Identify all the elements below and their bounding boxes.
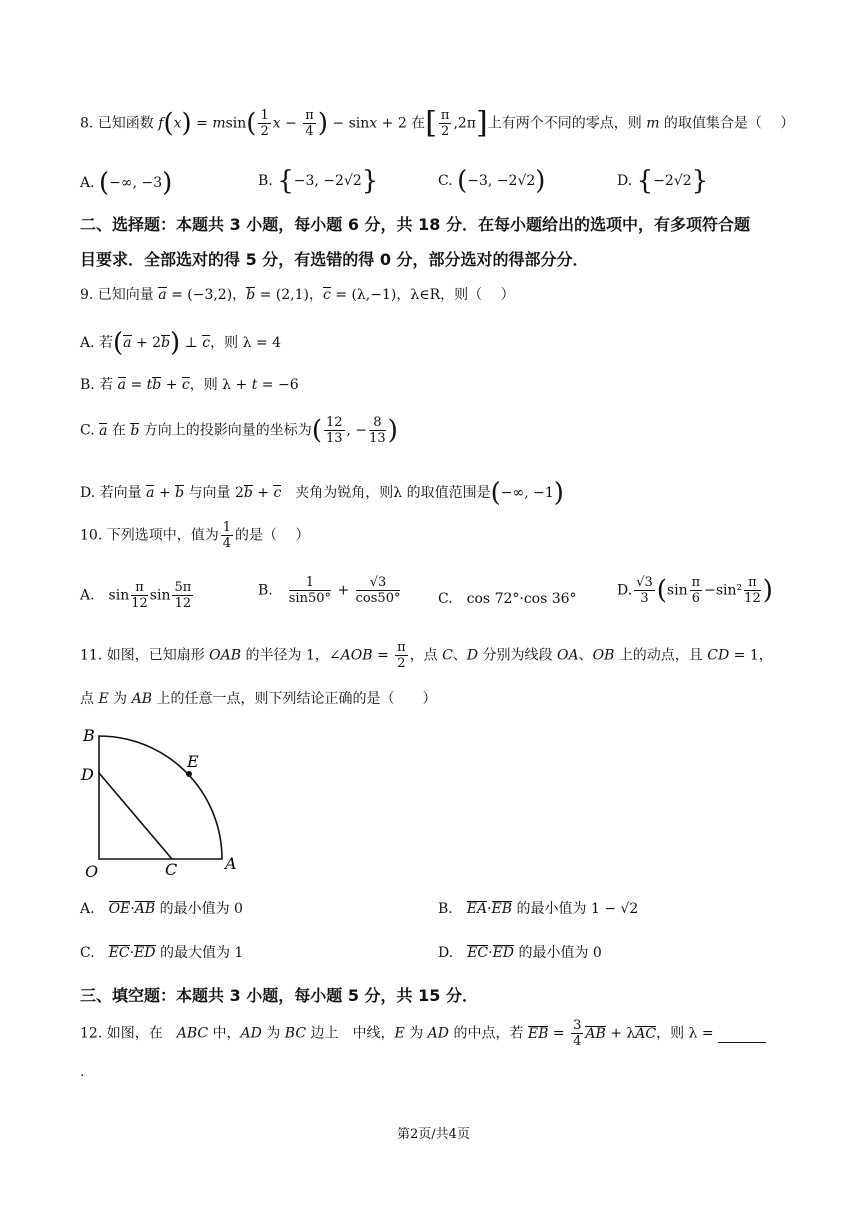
label-c: C [165, 860, 178, 879]
q11-option-a: A. OE·AB 的最小值为 0 [80, 901, 243, 917]
q9-option-b: B. 若 a = tb + c，则 λ + t = −6 [80, 377, 299, 393]
q8-stem: 8. 已知函数 f(x) = msin( $\frac{1}{2}$ x − $\frac{\pi}{4}$ ) − sinx + 2 在[ $\frac{\pi}{2}$ ,2π]上有两个不同的零点，则 m 的取值集合是（ ） [80, 105, 795, 141]
q9-option-a: A. 若(a + 2b) ⊥ c，则 λ = 4 [80, 328, 281, 358]
q8-option-d: D. {−2√2} [617, 166, 709, 196]
sector-figure [75, 725, 255, 885]
label-e: E [187, 752, 199, 771]
label-a: A [225, 854, 237, 873]
q9-option-d: D. 若向量 a + b 与向量 2b + c 夹角为锐角，则λ 的取值范围是(−∞, −1) [80, 478, 564, 508]
section2-heading-line1: 二、选择题：本题共 3 小题，每小题 6 分，共 18 分．在每小题给出的选项中，有多项符合题 [80, 215, 750, 234]
q8-option-c: C. (−3, −2√2) [438, 166, 546, 196]
page-footer: 第2页/共4页 [397, 1127, 470, 1142]
q10-option-c: C. cos 72°·cos 36° [438, 591, 577, 607]
q8-option-b: B. {−3, −2√2} [258, 166, 379, 196]
q9-stem: 9. 已知向量 a = (−3,2)，b = (2,1)，c = (λ,−1)，λ∈R，则（ ） [80, 287, 515, 303]
point-e [186, 771, 192, 777]
label-d: D [81, 765, 94, 784]
label-b: B [83, 726, 95, 745]
segment-cd [99, 773, 172, 859]
q11-stem-line2: 点 E 为 AB 上的任意一点，则下列结论正确的是（ ） [80, 691, 437, 707]
q10-stem: 10. 下列选项中，值为 $\frac{1}{4}$ 的是（ ） [80, 520, 310, 551]
q9-option-c: C. a 在 b 方向上的投影向量的坐标为( $\frac{12}{13}$ , − $\frac{8}{13}$ ) [80, 415, 398, 446]
q10-option-a: A. sin $\frac{\pi}{12}$ sin $\frac{5\pi}{12}$ [80, 580, 192, 611]
q8-option-a: A. (−∞, −3) [80, 168, 173, 198]
q11-option-c: C. EC·ED 的最大值为 1 [80, 945, 244, 961]
q11-option-d: D. EC·ED 的最小值为 0 [438, 945, 602, 961]
section3-heading: 三、填空题：本题共 3 小题，每小题 5 分，共 15 分． [80, 986, 478, 1005]
sector-outline [99, 736, 222, 859]
label-o: O [85, 862, 99, 881]
section2-heading-line2: 目要求．全部选对的得 5 分，有选错的得 0 分，部分选对的得部分分． [80, 250, 589, 269]
q10-option-d: D. $\frac{√3}{3}$ (sin $\frac{\pi}{6}$ −sin² $\frac{\pi}{12}$ ) [617, 575, 773, 606]
q10-option-b: B. $\frac{1}{\sin 50^\circ}$ + $\frac{√3}{\cos 50^\circ}$ [258, 575, 401, 606]
q12-tail: . [80, 1064, 85, 1080]
q11-option-b: B. EA·EB 的最小值为 1 − √2 [438, 901, 639, 917]
q11-stem-line1: 11. 如图，已知扇形 OAB 的半径为 1，∠AOB = $\frac{\pi}{2}$ ，点 C、D 分别为线段 OA、OB 上的动点，且 CD = 1， [80, 640, 773, 671]
q12-stem: 12. 如图，在 ABC 中，AD 为 BC 边上 中线，E 为 AD 的中点，若 EB = $\frac{3}{4}$ AB + λAC，则 λ = [80, 1018, 766, 1049]
